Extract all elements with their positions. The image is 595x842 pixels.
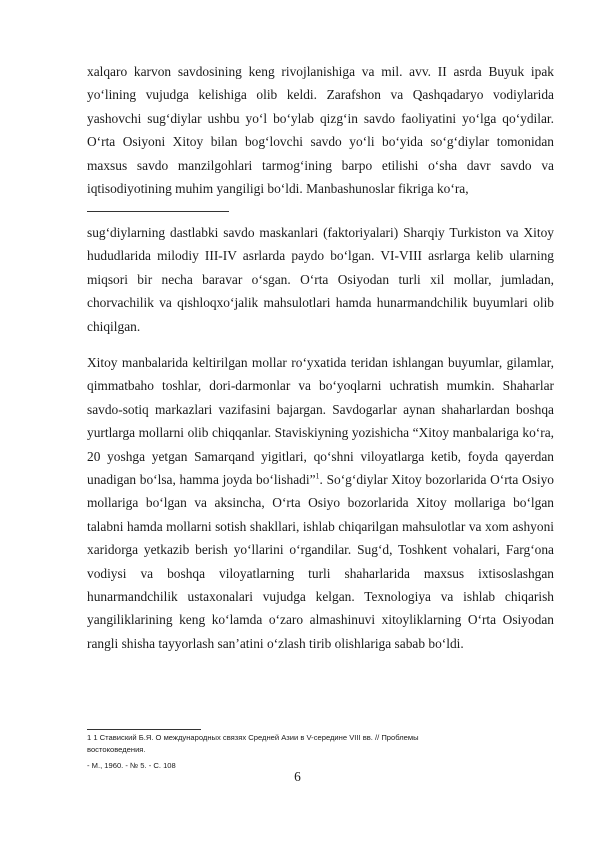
separator-line <box>87 211 229 212</box>
footnote-reference: 1 <box>315 471 320 481</box>
page-number: 6 <box>294 769 301 784</box>
footnote-separator-line <box>87 729 201 730</box>
footnote-line-1: 1 1 Ставиский Б.Я. О международных связях Средней Азии в V-середине VIII вв. // Проблемы <box>87 733 419 742</box>
body-paragraph-3 <box>87 351 554 655</box>
body-paragraph-4-text: So‘g‘diylar Xitoy bozorlarida O‘rta Osiyo mollariga bo‘lgan va aksincha, O‘rta Osiyo bozorlarida Xitoy mollariga bo‘lgan talabni hamda mollarni sotish shakllari, ishlab chiqarilgan mahsulotlar va xom ashyoni xaridorga yetkazib berish yo‘llarini o‘rgandilar. Sug‘d, Toshkent vohalari, Farg‘ona vodiysi va boshqa viloyatlarning turli shaharlarida maxsus ixtisoslashgan hunarmandchilik ustaxonalari vujudga kelgan. Texnologiya va ishlab chiqarish yangiliklarining keng ko‘lamda o‘zaro almashinuvi xitoyliklarning O‘rta Osiyodan rangli shisha tayyorlash san’atini o‘zlash tirib olishlariga sabab bo‘ldi. <box>87 472 554 651</box>
footnote-line-3: - М., 1960. - № 5. - С. 108 <box>87 761 176 770</box>
body-paragraph-1: xalqaro karvon savdosining keng rivojlanishiga va mil. avv. II asrda Buyuk ipak yo‘lining vujudga kelishiga olib keldi. Zarafshon va Qashqadaryo vodiylarida yashovchi sug‘diylar ushbu yo‘l bo‘ylab qizg‘in savdo faoliyatini yo‘lga qo‘ydilar. O‘rta Osiyoni Xitoy bilan bog‘lovchi savdo yo‘li bo‘yida so‘g‘diylar tomonidan maxsus savdo manzilgohlari tarmog‘ining barpo etilishi o‘sha davr savdo va iqtisodiyotining muhim yangiligi bo‘ldi. Manbashunoslar fikriga ko‘ra, <box>87 64 554 197</box>
body-paragraph-3-end: . <box>319 472 323 488</box>
body-paragraph-2: sug‘diylarning dastlabki savdo maskanlari (faktoriyalari) Sharqiy Turkiston va Xitoy hududlarida milodiy III-IV asrlarda paydo bo‘lgan. VI-VIII asrlarga kelib ularning miqsori bir necha baravar o‘sgan. O‘rta Osiyodan turli xil mollar, jumladan, chorvachilik va qishloqxo‘jalik mahsulotlari hamda hunarmandchilik buyumlari olib chiqilgan. <box>87 225 554 334</box>
body-paragraph-3-text: Xitoy manbalarida keltirilgan mollar ro‘yxatida teridan ishlangan buyumlar, gilamlar, qimmatbaho toshlar, dori-darmonlar va bo‘yoqlarni uchratish mumkin. Shaharlar savdo-sotiq markazlari vazifasini bajargan. Savdogarlar aynan shaharlardan boshqa yurtlarga mollarni olib chiqqanlar. Staviskiyning yozishicha “Xitoy manbalariga ko‘ra, 20 yoshga yetgan Samarqand yigitlari, qo‘shni viloyatlarga ketib, foyda qayerdan unadigan bo‘lsa, hamma joyda bo‘lishadi” <box>87 355 554 488</box>
footnote-line-2: востоковедения. <box>87 745 146 754</box>
